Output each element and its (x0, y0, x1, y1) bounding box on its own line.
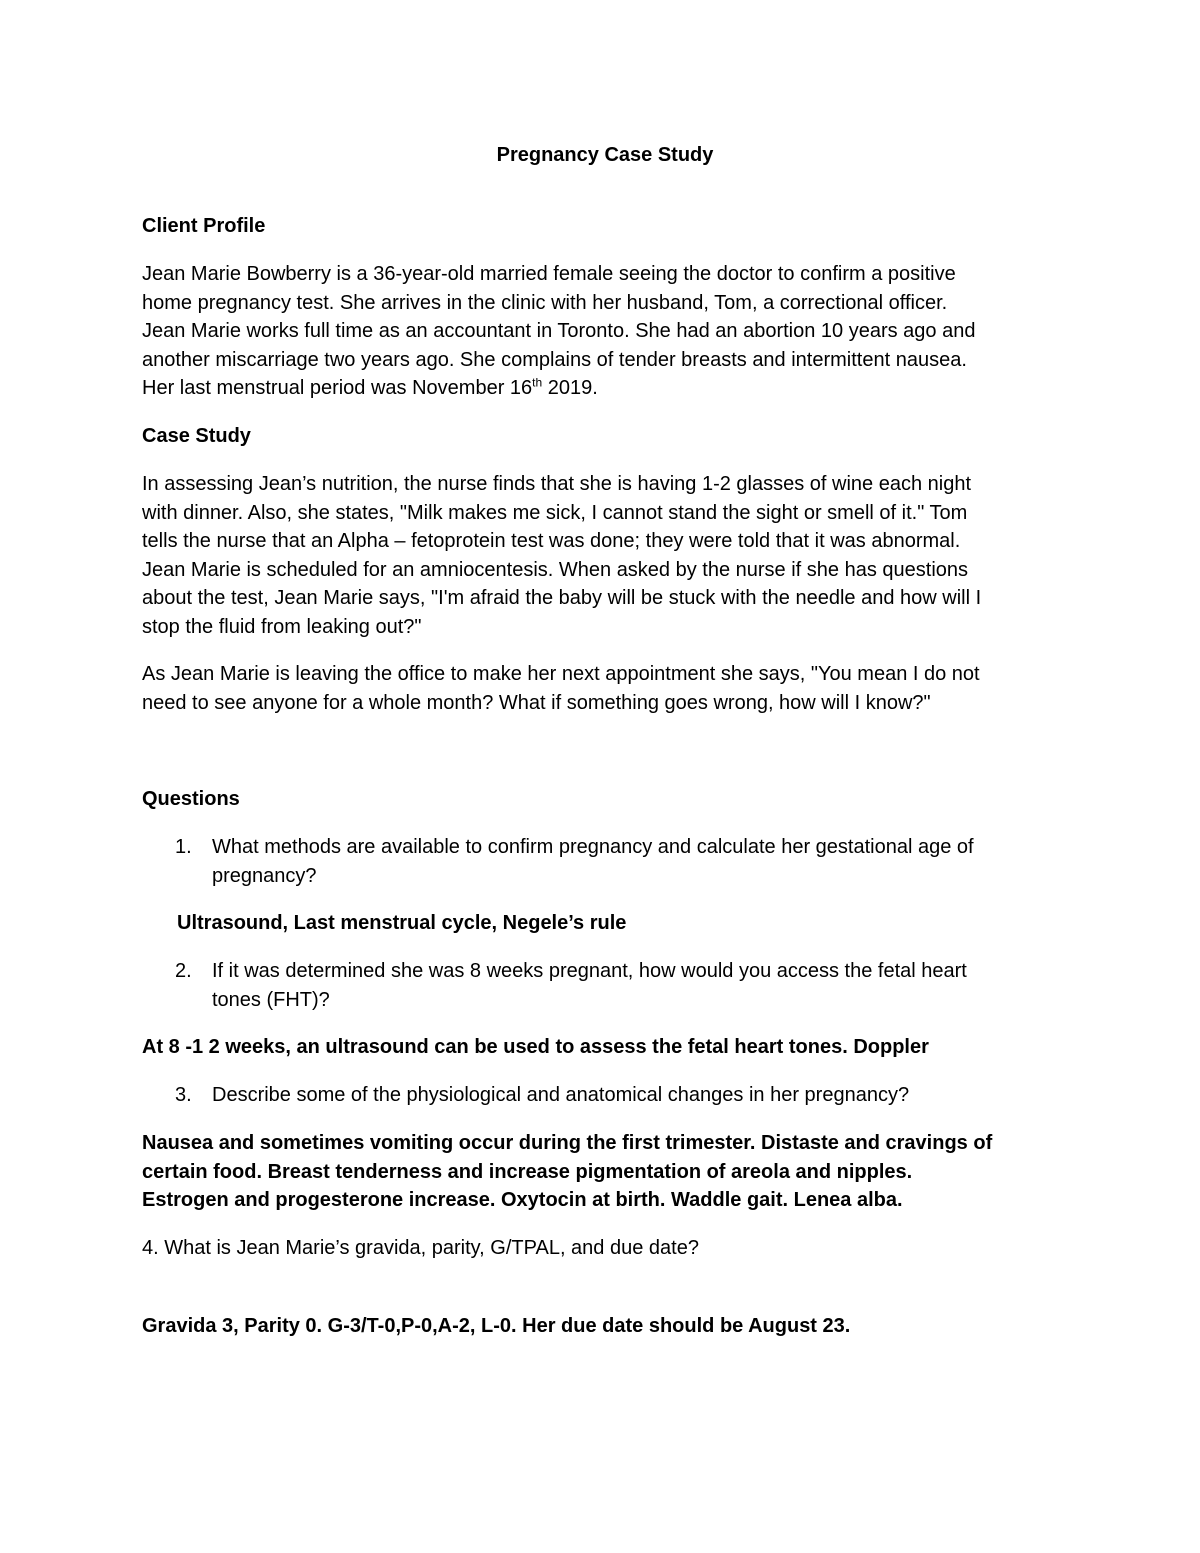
page-title: Pregnancy Case Study (496, 144, 714, 166)
client-profile-paragraph (142, 260, 1072, 403)
case-study-paragraph-2 (142, 660, 1072, 717)
question-1-number: 1. (175, 836, 192, 858)
case-study-line: with dinner. Also, she states, "Milk makes me sick, I cannot stand the sight or smell of it." Tom (142, 501, 968, 524)
client-profile-heading: Client Profile (142, 215, 266, 237)
answer-1: Ultrasound, Last menstrual cycle, Negele’s rule (177, 912, 627, 934)
case-study-line: As Jean Marie is leaving the office to make her next appointment she says, "You mean I do not (142, 663, 980, 685)
answer-line: certain food. Breast tenderness and increase pigmentation of areola and nipples. (142, 1160, 913, 1183)
question-2-text (212, 957, 967, 1014)
case-study-line: about the test, Jean Marie says, "I'm afraid the baby will be stuck with the needle and how will I (142, 587, 982, 610)
question-2-number: 2. (175, 960, 192, 982)
case-study-line: In assessing Jean’s nutrition, the nurse finds that she is having 1-2 glasses of wine each night (142, 473, 972, 495)
question-1-text (212, 833, 974, 890)
question-3-number: 3. (175, 1084, 192, 1106)
client-profile-line: another miscarriage two years ago. She complains of tender breasts and intermittent nausea. (142, 348, 967, 371)
client-profile-last-line (142, 374, 1072, 403)
answer-line: Nausea and sometimes vomiting occur during the first trimester. Distaste and cravings of (142, 1132, 993, 1154)
question-4-text: 4. What is Jean Marie’s gravida, parity, G/TPAL, and due date? (142, 1237, 699, 1259)
question-line: What methods are available to confirm pregnancy and calculate her gestational age of (212, 836, 974, 858)
client-profile-line: Jean Marie Bowberry is a 36-year-old married female seeing the doctor to confirm a positive (142, 263, 956, 285)
answer-4: Gravida 3, Parity 0. G-3/T-0,P-0,A-2, L-0. Her due date should be August 23. (142, 1315, 851, 1337)
question-line: tones (FHT)? (212, 988, 330, 1011)
last-period-text: Her last menstrual period was November 16 (142, 377, 533, 400)
answer-3 (142, 1129, 1072, 1215)
case-study-line: tells the nurse that an Alpha – fetoprotein test was done; they were told that it was abnormal. (142, 530, 961, 553)
case-study-line: stop the fluid from leaking out?" (142, 615, 422, 638)
answer-2: At 8 -1 2 weeks, an ultrasound can be used to assess the fetal heart tones. Doppler (142, 1036, 929, 1058)
client-profile-line: Jean Marie works full time as an accountant in Toronto. She had an abortion 10 years ago and (142, 320, 976, 343)
ordinal-suffix: th (532, 375, 543, 390)
case-study-line: Jean Marie is scheduled for an amniocentesis. When asked by the nurse if she has questions (142, 558, 969, 581)
answer-line: Estrogen and progesterone increase. Oxytocin at birth. Waddle gait. Lenea alba. (142, 1189, 903, 1212)
question-line: pregnancy? (212, 864, 317, 887)
question-line: If it was determined she was 8 weeks pregnant, how would you access the fetal heart (212, 960, 967, 982)
question-line: Describe some of the physiological and anatomical changes in her pregnancy? (212, 1084, 910, 1106)
last-period-year: 2019. (542, 377, 598, 400)
questions-heading: Questions (142, 788, 240, 810)
case-study-heading: Case Study (142, 425, 251, 447)
question-3-text (212, 1081, 909, 1110)
case-study-line: need to see anyone for a whole month? What if something goes wrong, how will I know?" (142, 691, 931, 714)
client-profile-line: home pregnancy test. She arrives in the clinic with her husband, Tom, a correctional officer. (142, 291, 948, 314)
case-study-paragraph-1 (142, 470, 1072, 642)
